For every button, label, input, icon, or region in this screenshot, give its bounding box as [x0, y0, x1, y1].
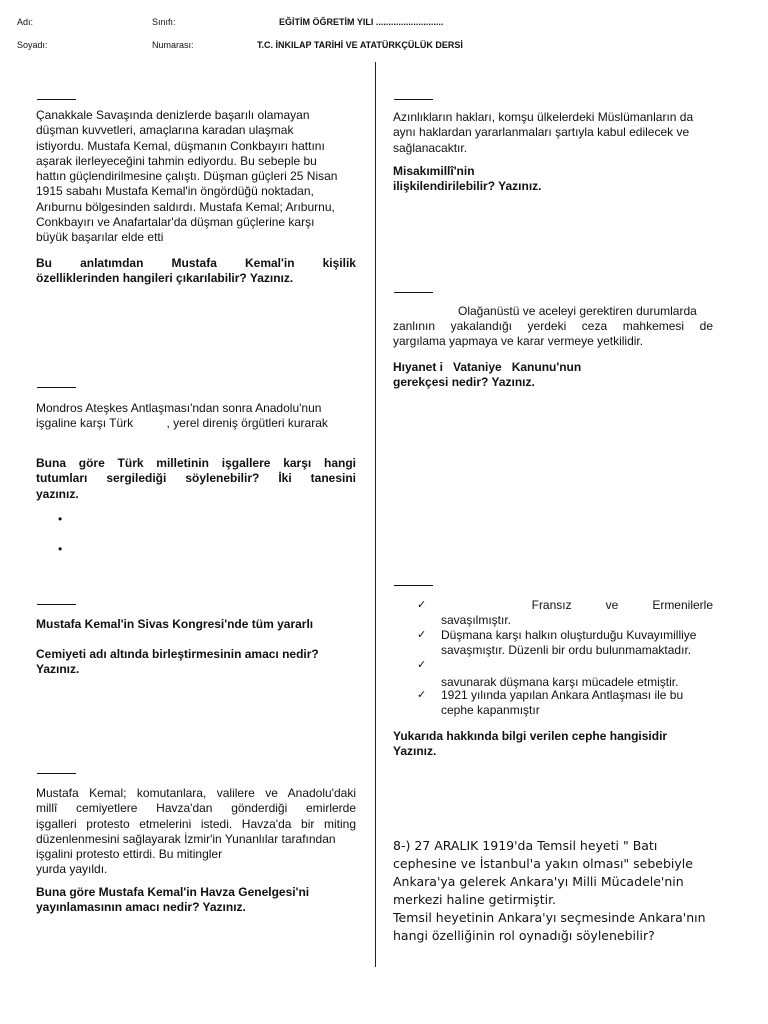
column-divider — [375, 62, 376, 967]
answer-number-line — [394, 292, 433, 293]
q1-passage: Çanakkale Savaşında denizlerde başarılı olamayan düşman kuvvetleri, amaçlarına karadan ulaşmak istiyordu. Mustafa Kemal, düşmanın Conkbayırı hattını aşarak ilerleyeceğini tahmin ediyordu. Bu sebeple bu hattın güçlendirilmesine çalıştı. Düşman güçleri 25 Nisan 1915 sabahı Mustafa Kemal'in öngördüğü noktadan, Arıburnu bölgesinden saldırdı. Mustafa Kemal; Arıburnu, Conkbayırı ve Anafartalar'da düşman güçlerine karşı büyük başarılar elde etti — [36, 108, 338, 245]
answer-number-line — [37, 604, 76, 605]
q4-question: Buna göre Mustafa Kemal'in Havza Genelgesi'ni yayınlamasının amacı nedir? Yazınız. — [36, 885, 310, 915]
answer-number-line — [394, 99, 433, 100]
check-icon: ✓ — [417, 659, 427, 671]
name-label: Adı: — [17, 17, 34, 27]
q5-question: Misakımillî'nin ilişkilendirilebilir? Yazınız. — [393, 164, 542, 194]
answer-number-line — [394, 585, 433, 586]
q7-check-item: ✓ 1921 yılında yapılan Ankara Antlaşması ile bu cephe kapanmıştır — [417, 688, 684, 718]
q5-passage: Azınlıkların hakları, komşu ülkelerdeki Müslümanların da aynı haklardan yararlanmaları şartıyla kabul edilecek ve sağlanacaktır. — [393, 110, 694, 155]
answer-bullet: • — [58, 542, 63, 556]
q7-check-item: ✓ Düşmana karşı halkın oluşturduğu Kuvayımilliye savaşmıştır. Düzenli bir ordu bulunmamaktadır. — [417, 628, 697, 658]
academic-year-label: EĞİTİM ÖĞRETİM YILI ........................... — [279, 17, 444, 27]
q3-question: Cemiyeti adı altında birleştirmesinin amacı nedir? Yazınız. — [36, 647, 319, 677]
q2-question: Buna göre Türk milletinin işgallere karşı hangi tutumları sergilediği söylenebilir? İki tanesini yazınız. — [36, 456, 356, 501]
q7-check-item: ✓ savunarak düşmana karşı mücadele etmiştir. — [417, 659, 679, 689]
q3-question-line-1: Mustafa Kemal'in Sivas Kongresi'nde tüm yararlı — [36, 617, 314, 631]
q7-question: Yukarıda hakkında bilgi verilen cephe hangisidir Yazınız. — [393, 729, 668, 759]
check-icon: ✓ — [417, 689, 427, 701]
q4-passage: Mustafa Kemal; komutanlara, valilere ve Anadolu'daki millî cemiyetlere Havza'dan gönderdiği emirlerde işgalleri protesto etmelerini istedi. Havza'da bir miting düzenlenmesini sağlayarak İzmir'in Yunanlılar tarafından işgalini protesto ettirdi. Bu mitingler yurda yayıldı. — [36, 786, 356, 877]
q1-question: Bu anlatımdan Mustafa Kemal'in kişilik özelliklerinden hangileri çıkarılabilir? Yazınız. — [36, 256, 356, 286]
check-icon: ✓ — [417, 599, 427, 611]
q6-passage-line-1: Olağanüstü ve aceleyi gerektiren durumlarda — [458, 304, 697, 318]
answer-number-line — [37, 99, 76, 100]
check-icon: ✓ — [417, 629, 427, 641]
class-label: Sınıfı: — [152, 17, 176, 27]
course-title: T.C. İNKILAP TARİHİ VE ATATÜRKÇÜLÜK DERSİ — [257, 40, 463, 50]
q6-question: Hıyanet i Vataniye Kanunu'nun gerekçesi nedir? Yazınız. — [393, 360, 582, 390]
q2-passage: Mondros Ateşkes Antlaşması'ndan sonra Anadolu'nun işgaline karşı Türk , yerel direniş örgütleri kurarak — [36, 401, 328, 431]
q8-question: 8-) 27 ARALIK 1919'da Temsil heyeti " Batı cephesine ve İstanbul'a yakın olması" sebebiyle Ankara'ya gelerek Ankara'yı Milli Mücadele'nin merkezi haline getirmiştir. Temsil heyetinin Ankara'yı seçmesinde Ankara'nın hangi özelliğinin rol oynadığı söylenebilir? — [393, 838, 706, 943]
q6-passage: zanlının yakalandığı yerdeki ceza mahkemesi de yargılama yapmaya ve karar vermeye yetkilidir. — [393, 319, 713, 349]
answer-number-line — [37, 387, 76, 388]
answer-number-line — [37, 773, 76, 774]
surname-label: Soyadı: — [17, 40, 48, 50]
answer-bullet: • — [58, 512, 63, 526]
q7-check-item: ✓ Fransız ve Ermenilerle savaşılmıştır. — [417, 598, 713, 628]
number-label: Numarası: — [152, 40, 194, 50]
